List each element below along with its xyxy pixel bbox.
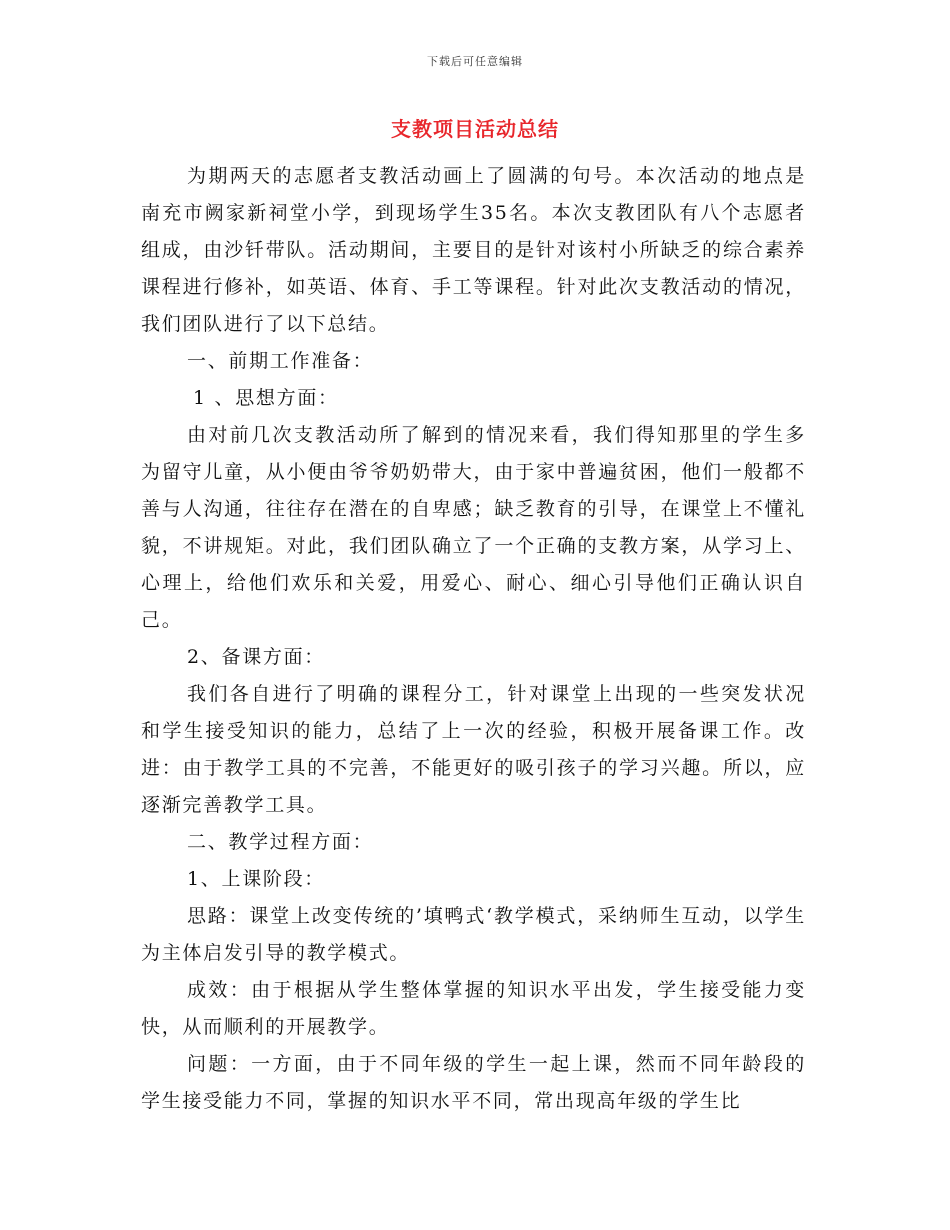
- heading-teaching-process: 二、教学过程方面：: [187, 831, 374, 853]
- subheading-class-stage: 1、上课阶段：: [187, 868, 325, 890]
- subheading-lesson-prep: 2、备课方面：: [187, 646, 325, 668]
- paragraph-problems: 问题：一方面，由于不同年级的学生一起上课，然而不同年龄段的学生接受能力不同，掌握的知识水平不同，常出现高年级的学生比: [141, 1053, 806, 1112]
- subheading-thinking: 1 、思想方面：: [193, 387, 339, 409]
- document-body: [141, 158, 806, 1120]
- heading-preparation: 一、前期工作准备：: [187, 350, 374, 372]
- paragraph-lesson-prep: 我们各自进行了明确的课程分工，针对课堂上出现的一些突发状况和学生接受知识的能力，总结了上一次的经验，积极开展备课工作。改进：由于教学工具的不完善，不能更好的吸引孩子的学习兴趣。所以，应逐渐完善教学工具。: [141, 683, 806, 816]
- paragraph-thinking: 由对前几次支教活动所了解到的情况来看，我们得知那里的学生多为留守儿童，从小便由爷爷奶奶带大，由于家中普遍贫困，他们一般都不善与人沟通，往往存在潜在的自卑感；缺乏教育的引导，在课堂上不懂礼貌，不讲规矩。对此，我们团队确立了一个正确的支教方案，从学习上、心理上，给他们欢乐和关爱，用爱心、耐心、细心引导他们正确认识自己。: [141, 424, 806, 631]
- header-note: 下载后可任意编辑: [427, 55, 523, 68]
- paragraph-intro: 为期两天的志愿者支教活动画上了圆满的句号。本次活动的地点是南充市阙家新祠堂小学，到现场学生35名。本次支教团队有八个志愿者组成，由沙钎带队。活动期间，主要目的是针对该村小所缺乏的综合素养课程进行修补，如英语、体育、手工等课程。针对此次支教活动的情况，我们团队进行了以下总结。: [141, 165, 806, 335]
- paragraph-approach: 思路：课堂上改变传统的’填鸭式‘教学模式，采纳师生互动，以学生为主体启发引导的教学模式。: [141, 905, 806, 964]
- document-title: 支教项目活动总结: [391, 117, 559, 141]
- paragraph-results: 成效：由于根据从学生整体掌握的知识水平出发，学生接受能力变快，从而顺利的开展教学。: [141, 979, 806, 1038]
